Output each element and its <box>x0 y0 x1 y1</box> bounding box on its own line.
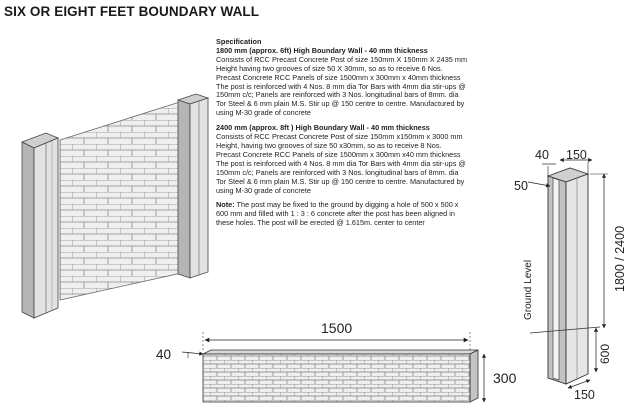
panel-dim-300: 300 <box>493 370 517 386</box>
spec-6ft-line: 150mm c/c; Panels are reinforced with 3 Nos. longitudinal bars of 8mm. dia <box>216 90 459 100</box>
post-dim-150-top: 150 <box>566 148 587 162</box>
note-line: these holes. The post will be erected @ 1.615m. center to center <box>216 218 425 228</box>
note-label: Note: <box>216 200 235 210</box>
wall-right-post <box>178 94 208 278</box>
note-line: The post may be fixed to the ground by digging a hole of 500 x 500 x <box>234 200 459 210</box>
note-line: 600 mm and filled with 1 : 3 : 6 concrete after the post has been aligned in <box>216 209 455 219</box>
panel-dim-40: 40 <box>156 347 172 362</box>
post-dim-height: 1800 / 2400 <box>613 225 627 292</box>
spec-6ft-line: Precast Concrete RCC Panels of size 1500mm x 300mm x 40mm thickness <box>216 72 461 82</box>
spec-8ft-line: using M-30 grade of concrete <box>216 185 311 195</box>
spec-6ft-line: Consists of RCC Precast Concrete Post of size 150mm X 150mm X 2435 mm <box>216 54 468 64</box>
panel-detail-diagram <box>156 320 517 402</box>
post-dim-50: 50 <box>514 179 528 193</box>
panel-dim-1500: 1500 <box>321 320 353 336</box>
post-dim-40: 40 <box>535 148 549 162</box>
spec-6ft-line: The post is reinforced with 4 Nos. 8 mm dia Tor Bars with 4mm dia stir-ups @ <box>216 81 466 91</box>
spec-6ft-line: Height having two grooves of size 50 X 30mm, so as to receive 6 Nos. <box>216 63 443 73</box>
spec-8ft-line: Consists of RCC Precast Concrete Post of size 150mm x150mm x 3000 mm <box>216 132 463 142</box>
post-detail-diagram <box>514 148 627 402</box>
ground-level-label: Ground Level <box>523 259 534 320</box>
page-title: SIX OR EIGHT FEET BOUNDARY WALL <box>4 4 260 19</box>
wall-left-post <box>22 133 58 318</box>
post-groove <box>553 178 559 380</box>
post-dim-600: 600 <box>598 343 612 364</box>
spec-6ft-line: Tor Steel & 6 mm plain M.S. Stir up @ 150 centre to centre. Manufactured by <box>216 99 465 109</box>
spec-8ft-line: Height, having two grooves of size 50 x30mm, so as to receive 8 Nos. <box>216 140 442 150</box>
panel-brick-face <box>203 354 470 402</box>
post-dim-150-bottom: 150 <box>574 388 595 402</box>
wall-brick-panel <box>60 100 186 300</box>
spec-8ft-line: Tor Steel & 6 mm plain M.S. Stir up @ 150 centre to centre. Manufactured by <box>216 176 465 186</box>
spec-6ft-line: using M-30 grade of concrete <box>216 108 311 118</box>
spec-8ft-line: The post is reinforced with 4 Nos. 8 mm dia Tor Bars with 4mm dia stir-ups @ <box>216 158 466 168</box>
spec-8ft-title: 2400 mm (approx. 8ft ) High Boundary Wall - 40 mm thickness <box>216 123 430 133</box>
spec-8ft-line: 150mm c/c; Panels are reinforced with 3 Nos. longitudinal bars of 8mm. dia <box>216 167 459 177</box>
spec-heading: Specification <box>216 37 262 46</box>
spec-8ft-line: Precast Concrete RCC Panels of size 1500mm x 300mm x40 mm thickness <box>216 149 461 159</box>
spec-6ft-title: 1800 mm (approx. 6ft) High Boundary Wall - 40 mm thickness <box>216 45 428 55</box>
boundary-wall-illustration <box>22 94 208 318</box>
